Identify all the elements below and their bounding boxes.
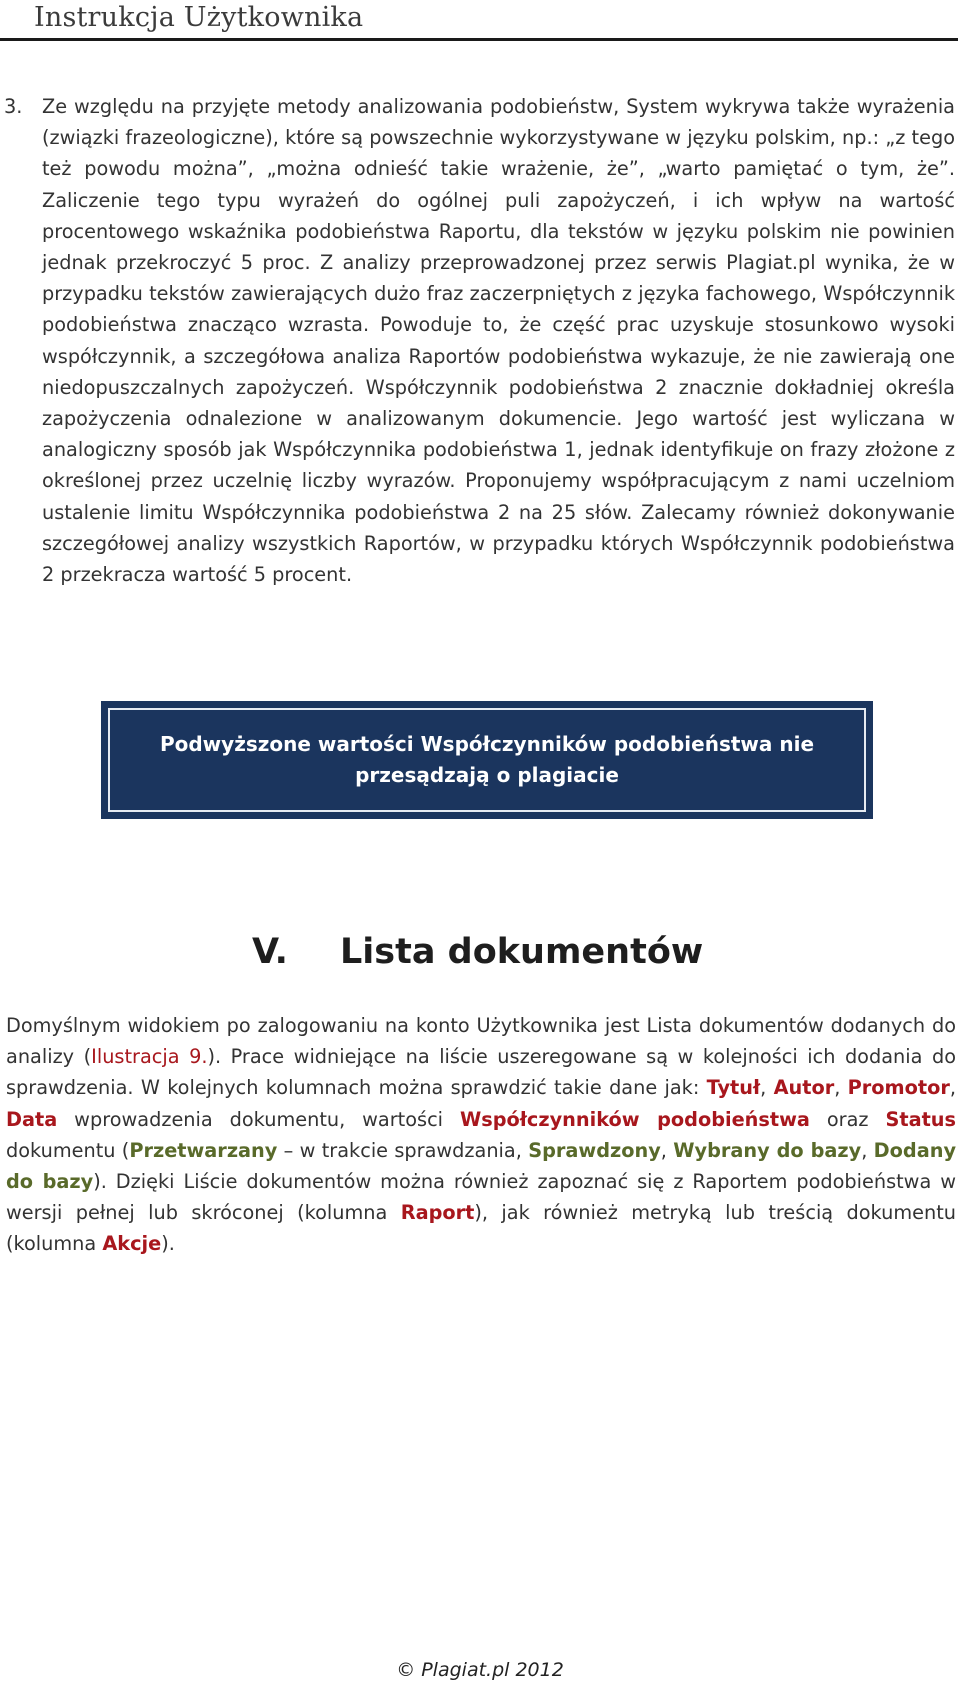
column-author-term: Autor [773, 1076, 835, 1100]
body-paragraph [6, 1010, 956, 1260]
page-footer-copyright: © Plagiat.pl 2012 [396, 1659, 564, 1681]
callout-text: Podwyższone wartości Współczynników podobieństwa nie przesądzają o plagiacie [159, 732, 815, 787]
body-text: wprowadzenia dokumentu, wartości [57, 1107, 460, 1131]
list-item-number: 3. [4, 95, 23, 118]
column-title-term: Tytuł [706, 1076, 761, 1100]
column-coefficients-term: Współczynników podobieństwa [459, 1107, 810, 1131]
column-date-term: Data [6, 1107, 58, 1131]
header-divider [0, 38, 958, 41]
status-processing-term: Przetwarzany [129, 1138, 278, 1162]
separator: , [949, 1076, 956, 1100]
separator: , [660, 1138, 674, 1162]
status-checked-term: Sprawdzony [528, 1138, 661, 1162]
callout-box [101, 701, 873, 819]
separator: , [861, 1138, 874, 1162]
running-header-title: Instrukcja Użytkownika [34, 2, 364, 33]
body-text: ), jak również metryką lub treścią dokumentu (kolumna [6, 1201, 956, 1256]
figure-reference-link[interactable]: Ilustracja 9. [91, 1045, 208, 1069]
status-selected-term: Wybrany do bazy [673, 1138, 862, 1162]
body-text: ). [161, 1232, 175, 1256]
section-title: Lista dokumentów [340, 932, 704, 972]
body-text: ). Prace widniejące na liście uszeregowane są w kolejności ich dodania do sprawdzenia. W kolejnych kolumnach można sprawdzić takie dane jak: [6, 1045, 956, 1100]
column-report-term: Raport [400, 1201, 475, 1225]
column-promotor-term: Promotor [847, 1076, 950, 1100]
body-text: Domyślnym widokiem po zalogowaniu na konto Użytkownika jest Lista dokumentów dodanych do analizy ( [6, 1014, 956, 1069]
section-number: V. [252, 932, 288, 972]
column-actions-term: Akcje [102, 1232, 162, 1256]
body-text: oraz [809, 1107, 886, 1131]
status-added-term: Dodany do bazy [6, 1138, 957, 1194]
body-text: ). Dzięki Liście dokumentów można również zapoznać się z Raportem podobieństwa w wersji pełnej lub skróconej (kolumna [6, 1170, 956, 1225]
list-item-paragraph: Ze względu na przyjęte metody analizowania podobieństw, System wykrywa także wyrażenia (związki frazeologiczne), które są powszechnie wykorzystywane w języku polskim, np.: „z tego też powodu można”, „można odnieść takie wrażenie, że”, „warto pamiętać o tym, że”. Zaliczenie tego typu wyrażeń do ogólnej puli zapożyczeń, i ich wpływ na wartość procentowego wskaźnika podobieństwa Raportu, dla tekstów w języku polskim nie powinien jednak przekroczyć 5 proc. Z analizy przeprowadzonej przez serwis Plagiat.pl wynika, że w przypadku tekstów zawierających dużo fraz zaczerpniętych z języka fachowego, Współczynnik podobieństwa znacząco wzrasta. Powoduje to, że część prac uzyskuje stosunkowo wysoki współczynnik, a szczegółowa analiza Raportów podobieństwa wykazuje, że nie zawierają one niedopuszczalnych zapożyczeń. Współczynnik podobieństwa 2 znacznie dokładniej określa zapożyczenia odnalezione w analizowanym dokumencie. Jego wartość jest wyliczana w analogiczny sposób jak Współczynnika podobieństwa 1, jednak identyfikuje on frazy złożone z określonej przez uczelnię liczby wyrazów. Proponujemy współpracującym z nami uczelniom ustalenie limitu Współczynnika podobieństwa 2 na 25 słów. Zalecamy również dokonywanie szczegółowej analizy wszystkich Raportów, w przypadku których Współczynnik podobieństwa 2 przekracza wartość 5 procent. [42, 95, 955, 587]
separator: , [760, 1076, 774, 1100]
separator: , [834, 1076, 848, 1100]
body-text: dokumentu ( [6, 1138, 130, 1162]
callout-frame [108, 708, 866, 812]
column-status-term: Status [885, 1107, 957, 1131]
body-text: – w trakcie sprawdzania, [277, 1138, 529, 1162]
section-heading [252, 932, 703, 972]
